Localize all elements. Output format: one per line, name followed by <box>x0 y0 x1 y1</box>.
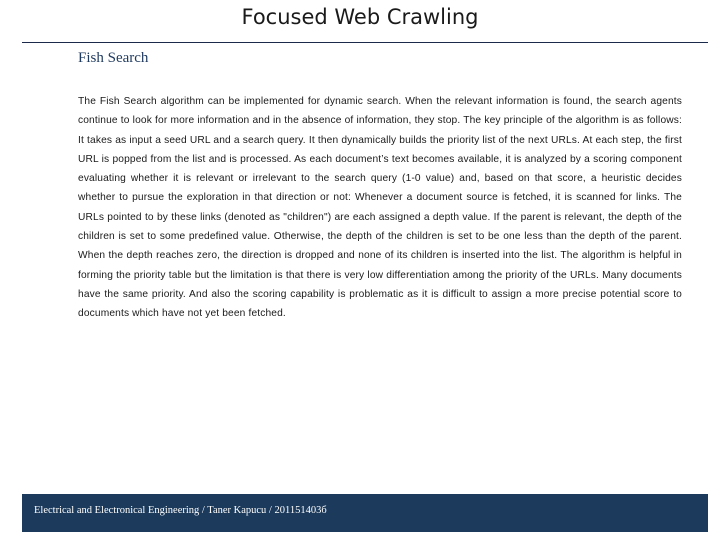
body-paragraph: The Fish Search algorithm can be implemented for dynamic search. When the relevant information is found, the search agents continue to look for more information and in the absence of information, they stop. The key principle of the algorithm is as follows: It takes as input a seed URL and a search query. It then dynamically builds the priority list of the next URLs. At each step, the first URL is popped from the list and is processed. As each document’s text becomes available, it is analyzed by a scoring component evaluating whether it is relevant or irrelevant to the search query (1-0 value) and, based on that score, a heuristic decides whether to pursue the exploration in that direction or not: Whenever a document source is fetched, it is scanned for links. The URLs pointed to by these links (denoted as "children") are each assigned a depth value. If the parent is relevant, the depth of the children is set to some predefined value. Otherwise, the depth of the children is set to be one less than the depth of the parent. When the depth reaches zero, the direction is dropped and none of its children is inserted into the list. The algorithm is helpful in forming the priority table but the limitation is that there is very low differentiation among the priority of the URLs. Many documents have the same priority. And also the scoring capability is problematic as it is difficult to assign a more precise potential score to documents which have not yet been fetched. <box>78 96 682 320</box>
footer-text: Electrical and Electronical Engineering / Taner Kapucu / 201151403б <box>34 505 327 516</box>
section-heading: Fish Search <box>78 50 149 66</box>
title-divider <box>22 42 708 43</box>
footer-bar <box>22 494 708 532</box>
slide-title: Focused Web Crawling <box>241 5 479 29</box>
